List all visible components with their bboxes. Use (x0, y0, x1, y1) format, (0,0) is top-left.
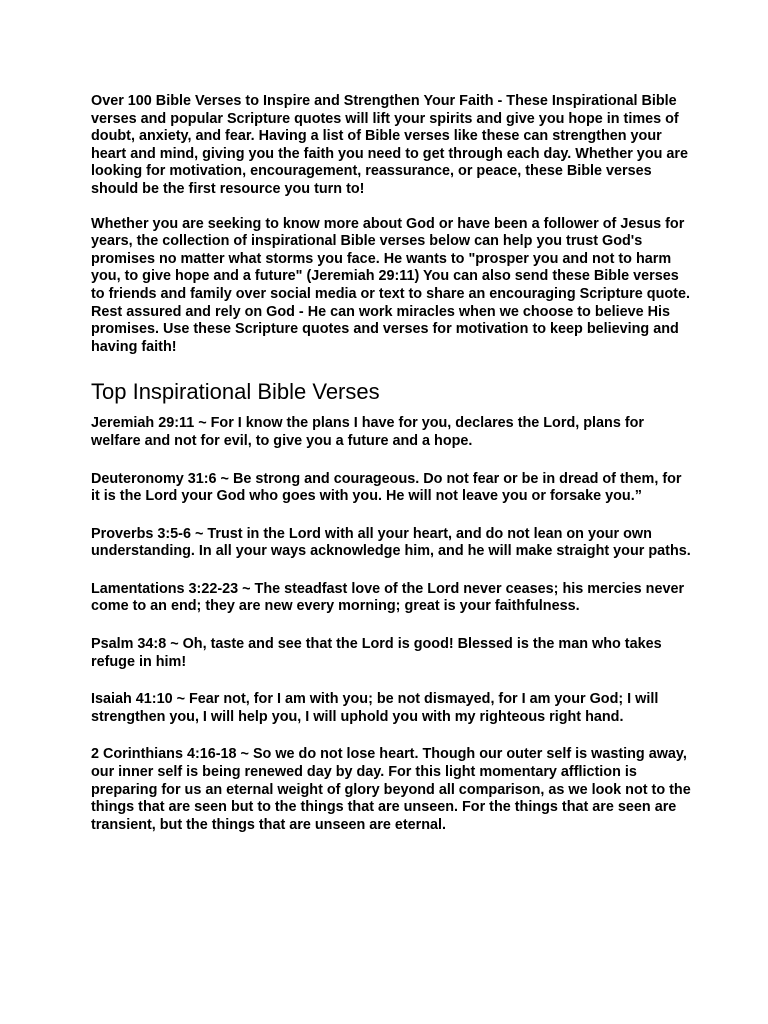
verse-paragraph: Jeremiah 29:11 ~ For I know the plans I have for you, declares the Lord, plans for welfare and not for evil, to give you a future and a hope. (91, 415, 645, 449)
verse-paragraph: Psalm 34:8 ~ Oh, taste and see that the Lord is good! Blessed is the man who takes refuge in him! (91, 636, 662, 670)
section-heading: Top Inspirational Bible Verses (91, 379, 380, 405)
verse-paragraph: Lamentations 3:22-23 ~ The steadfast love of the Lord never ceases; his mercies never come to an end; they are new every morning; great is your faithfulness. (91, 580, 685, 615)
verse-paragraph: Isaiah 41:10 ~ Fear not, for I am with you; be not dismayed, for I am your God; I will strengthen you, I will help you, I will uphold you with my righteous right hand. (91, 691, 659, 725)
verse-paragraph: Proverbs 3:5-6 ~ Trust in the Lord with all your heart, and do not lean on your own understanding. In all your ways acknowledge him, and he will make straight your paths. (91, 525, 691, 560)
document-page (91, 93, 691, 854)
verse-paragraph: Deuteronomy 31:6 ~ Be strong and courageous. Do not fear or be in dread of them, for it is the Lord your God who goes with you. He will not leave you or forsake you.” (91, 470, 682, 505)
intro-paragraph: Over 100 Bible Verses to Inspire and Strengthen Your Faith - These Inspirational Bible verses and popular Scripture quotes will lift your spirits and give you hope in times of doubt, anxiety, and fear. Having a list of Bible verses like these can strengthen your heart and mind, giving you the faith you need to get through each day. Whether you are looking for motivation, encouragement, reassurance, or peace, these Bible verses should be the first resource you turn to! (91, 93, 688, 197)
intro-paragraph: Whether you are seeking to know more about God or have been a follower of Jesus for years, the collection of inspirational Bible verses below can help you trust God's promises no matter what storms you face. He wants to "prosper you and not to harm you, to give hope and a future" (Jeremiah 29:11) You can also send these Bible verses to friends and family over social media or text to share an encouraging Scripture quote. Rest assured and rely on God - He can work miracles when we choose to believe His promises. Use these Scripture quotes and verses for motivation to keep believing and having faith! (91, 215, 690, 355)
verse-paragraph: 2 Corinthians 4:16-18 ~ So we do not lose heart. Though our outer self is wasting away, our inner self is being renewed day by day. For this light momentary affliction is preparing for us an eternal weight of glory beyond all comparison, as we look not to the things that are seen but to the things that are unseen. For the things that are seen are transient, but the things that are unseen are eternal. (91, 746, 691, 833)
